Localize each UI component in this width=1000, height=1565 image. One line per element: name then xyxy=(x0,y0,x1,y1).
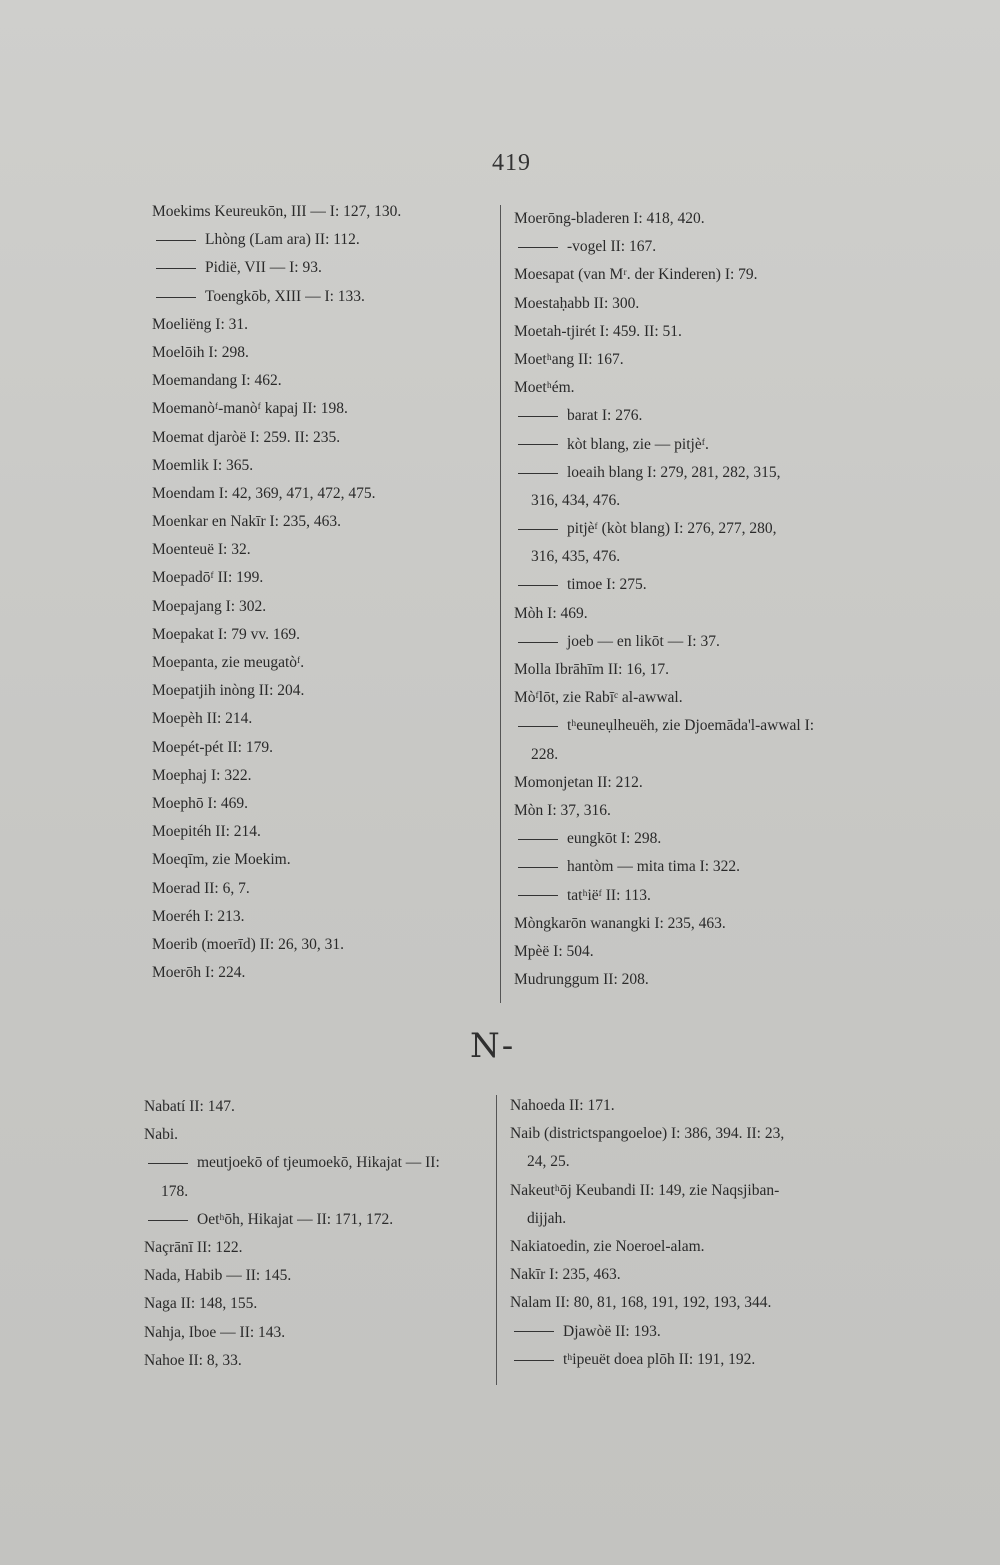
index-entry: Moemat djaròë I: 259. II: 235. xyxy=(152,428,341,446)
index-entry: Moenteuë I: 32. xyxy=(152,541,251,559)
index-entry: Moenkar en Nakīr I: 235, 463. xyxy=(152,513,341,531)
index-subentry: loeaih blang I: 279, 281, 282, 315, xyxy=(514,459,859,487)
index-entry: Moephaj I: 322. xyxy=(152,766,252,784)
index-entry: Moetʰang II: 167. xyxy=(514,350,624,368)
index-column-a-left xyxy=(152,198,492,987)
index-entry: Moeqīm, zie Moekim. xyxy=(152,851,291,869)
index-entry: Moephō I: 469. xyxy=(152,794,249,812)
index-entry: Nahja, Iboe — II: 143. xyxy=(144,1323,286,1341)
index-entry: Moepatjih inòng II: 204. xyxy=(152,682,305,700)
index-entry: Mòᶠlōt, zie Rabīᶜ al-awwal. xyxy=(514,689,683,707)
index-entry-continuation: 228. xyxy=(531,745,559,763)
index-subentry: Lhòng (Lam ara) II: 112. xyxy=(152,226,492,254)
index-subentry: Toengkōb, XIII — I: 133. xyxy=(152,283,492,311)
index-entry: Moemlik I: 365. xyxy=(152,456,254,474)
index-entry: Moerib (moerīd) II: 26, 30, 31. xyxy=(152,935,344,953)
index-entry: Moelōih I: 298. xyxy=(152,343,249,361)
index-subentry: Oetʰōh, Hikajat — II: 171, 172. xyxy=(144,1206,489,1234)
index-entry: Nabi. xyxy=(144,1126,179,1144)
index-subentry: Djawòë II: 193. xyxy=(510,1318,855,1346)
index-entry: Momonjetan II: 212. xyxy=(514,773,643,791)
index-entry: Naga II: 148, 155. xyxy=(144,1295,258,1313)
index-entry-continuation: 24, 25. xyxy=(527,1153,570,1171)
index-entry: Moepanta, zie meugatòᶠ. xyxy=(152,654,305,671)
index-entry: Naçrānī II: 122. xyxy=(144,1238,243,1256)
index-entry: Mòngkarōn wanangki I: 235, 463. xyxy=(514,914,726,932)
index-entry: Moetah-tjirét I: 459. II: 51. xyxy=(514,322,682,340)
index-subentry: tatʰiëᶠ II: 113. xyxy=(514,882,859,910)
index-entry: Moepét-pét II: 179. xyxy=(152,738,273,756)
page-number: 419 xyxy=(492,150,531,176)
index-entry-continuation: 316, 435, 476. xyxy=(531,548,621,566)
index-entry: Nakīr I: 235, 463. xyxy=(510,1266,621,1284)
index-entry: Moerōng-bladeren I: 418, 420. xyxy=(514,210,705,227)
index-column-a-right xyxy=(514,205,859,994)
index-entry: Moepakat I: 79 vv. 169. xyxy=(152,625,300,643)
index-entry: Moendam I: 42, 369, 471, 472, 475. xyxy=(152,484,376,502)
index-subentry: eungkōt I: 298. xyxy=(514,825,859,853)
index-entry: Mòn I: 37, 316. xyxy=(514,801,611,819)
section-heading-n: N- xyxy=(470,1026,516,1066)
index-entry: Molla Ibrāhīm II: 16, 17. xyxy=(514,661,669,678)
index-entry: Moepèh II: 214. xyxy=(152,710,253,728)
index-entry: Naib (districtspangoeloe) I: 386, 394. II: 23, xyxy=(510,1125,785,1143)
index-entry: Moerad II: 6, 7. xyxy=(152,879,250,897)
index-entry: Moekims Keureukōn, III — I: 127, 130. xyxy=(152,203,402,220)
index-entry: Moemanòᶠ-manòᶠ kapaj II: 198. xyxy=(152,400,348,418)
index-subentry: hantòm — mita tima I: 322. xyxy=(514,853,859,881)
index-entry: Nahoeda II: 171. xyxy=(510,1097,615,1114)
index-entry: Moemandang I: 462. xyxy=(152,372,282,390)
index-entry: Mpèë I: 504. xyxy=(514,942,594,960)
index-entry: Nakiatoedin, zie Noeroel-alam. xyxy=(510,1237,705,1255)
index-entry: Nada, Habib — II: 145. xyxy=(144,1267,292,1285)
index-subentry: Pidië, VII — I: 93. xyxy=(152,254,492,282)
index-entry: Moepadōᶠ II: 199. xyxy=(152,569,264,587)
index-entry: Nahoe II: 8, 33. xyxy=(144,1351,242,1369)
index-entry-continuation: 178. xyxy=(161,1182,189,1200)
column-divider xyxy=(500,205,501,1003)
index-entry: Nabatí II: 147. xyxy=(144,1098,235,1115)
index-subentry: -vogel II: 167. xyxy=(514,233,859,261)
index-entry: Moesapat (van Mʳ. der Kinderen) I: 79. xyxy=(514,266,758,284)
index-column-b-left xyxy=(144,1093,489,1375)
index-entry: Mudrunggum II: 208. xyxy=(514,971,649,989)
index-entry: Moeliëng I: 31. xyxy=(152,315,248,333)
index-entry: Nakeutʰōj Keubandi II: 149, zie Naqsjiban- xyxy=(510,1181,780,1199)
index-entry: Nalam II: 80, 81, 168, 191, 192, 193, 344. xyxy=(510,1294,772,1312)
index-subentry: timoe I: 275. xyxy=(514,571,859,599)
column-divider xyxy=(496,1095,497,1385)
index-entry-continuation: dijjah. xyxy=(527,1209,567,1227)
index-subentry: pitjèᶠ (kòt blang) I: 276, 277, 280, xyxy=(514,515,859,543)
index-entry: Moepitéh II: 214. xyxy=(152,823,261,841)
index-entry: Moerōh I: 224. xyxy=(152,964,246,982)
index-entry: Moepajang I: 302. xyxy=(152,597,267,615)
index-column-b-right xyxy=(510,1092,855,1374)
index-entry: Moetʰém. xyxy=(514,379,575,397)
index-subentry: tʰeuneụlheuëh, zie Djoemāda'l-awwal I: xyxy=(514,712,859,740)
index-entry: Moestaḥabb II: 300. xyxy=(514,294,640,312)
index-subentry: kòt blang, zie — pitjèᶠ. xyxy=(514,431,859,459)
index-subentry: tʰipeuët doea plōh II: 191, 192. xyxy=(510,1346,855,1374)
index-entry: Moeréh I: 213. xyxy=(152,907,245,925)
index-subentry: meutjoekō of tjeumoekō, Hikajat — II: xyxy=(144,1149,489,1177)
index-entry-continuation: 316, 434, 476. xyxy=(531,491,621,509)
index-subentry: barat I: 276. xyxy=(514,402,859,430)
index-subentry: joeb — en likōt — I: 37. xyxy=(514,628,859,656)
index-entry: Mòh I: 469. xyxy=(514,604,588,622)
